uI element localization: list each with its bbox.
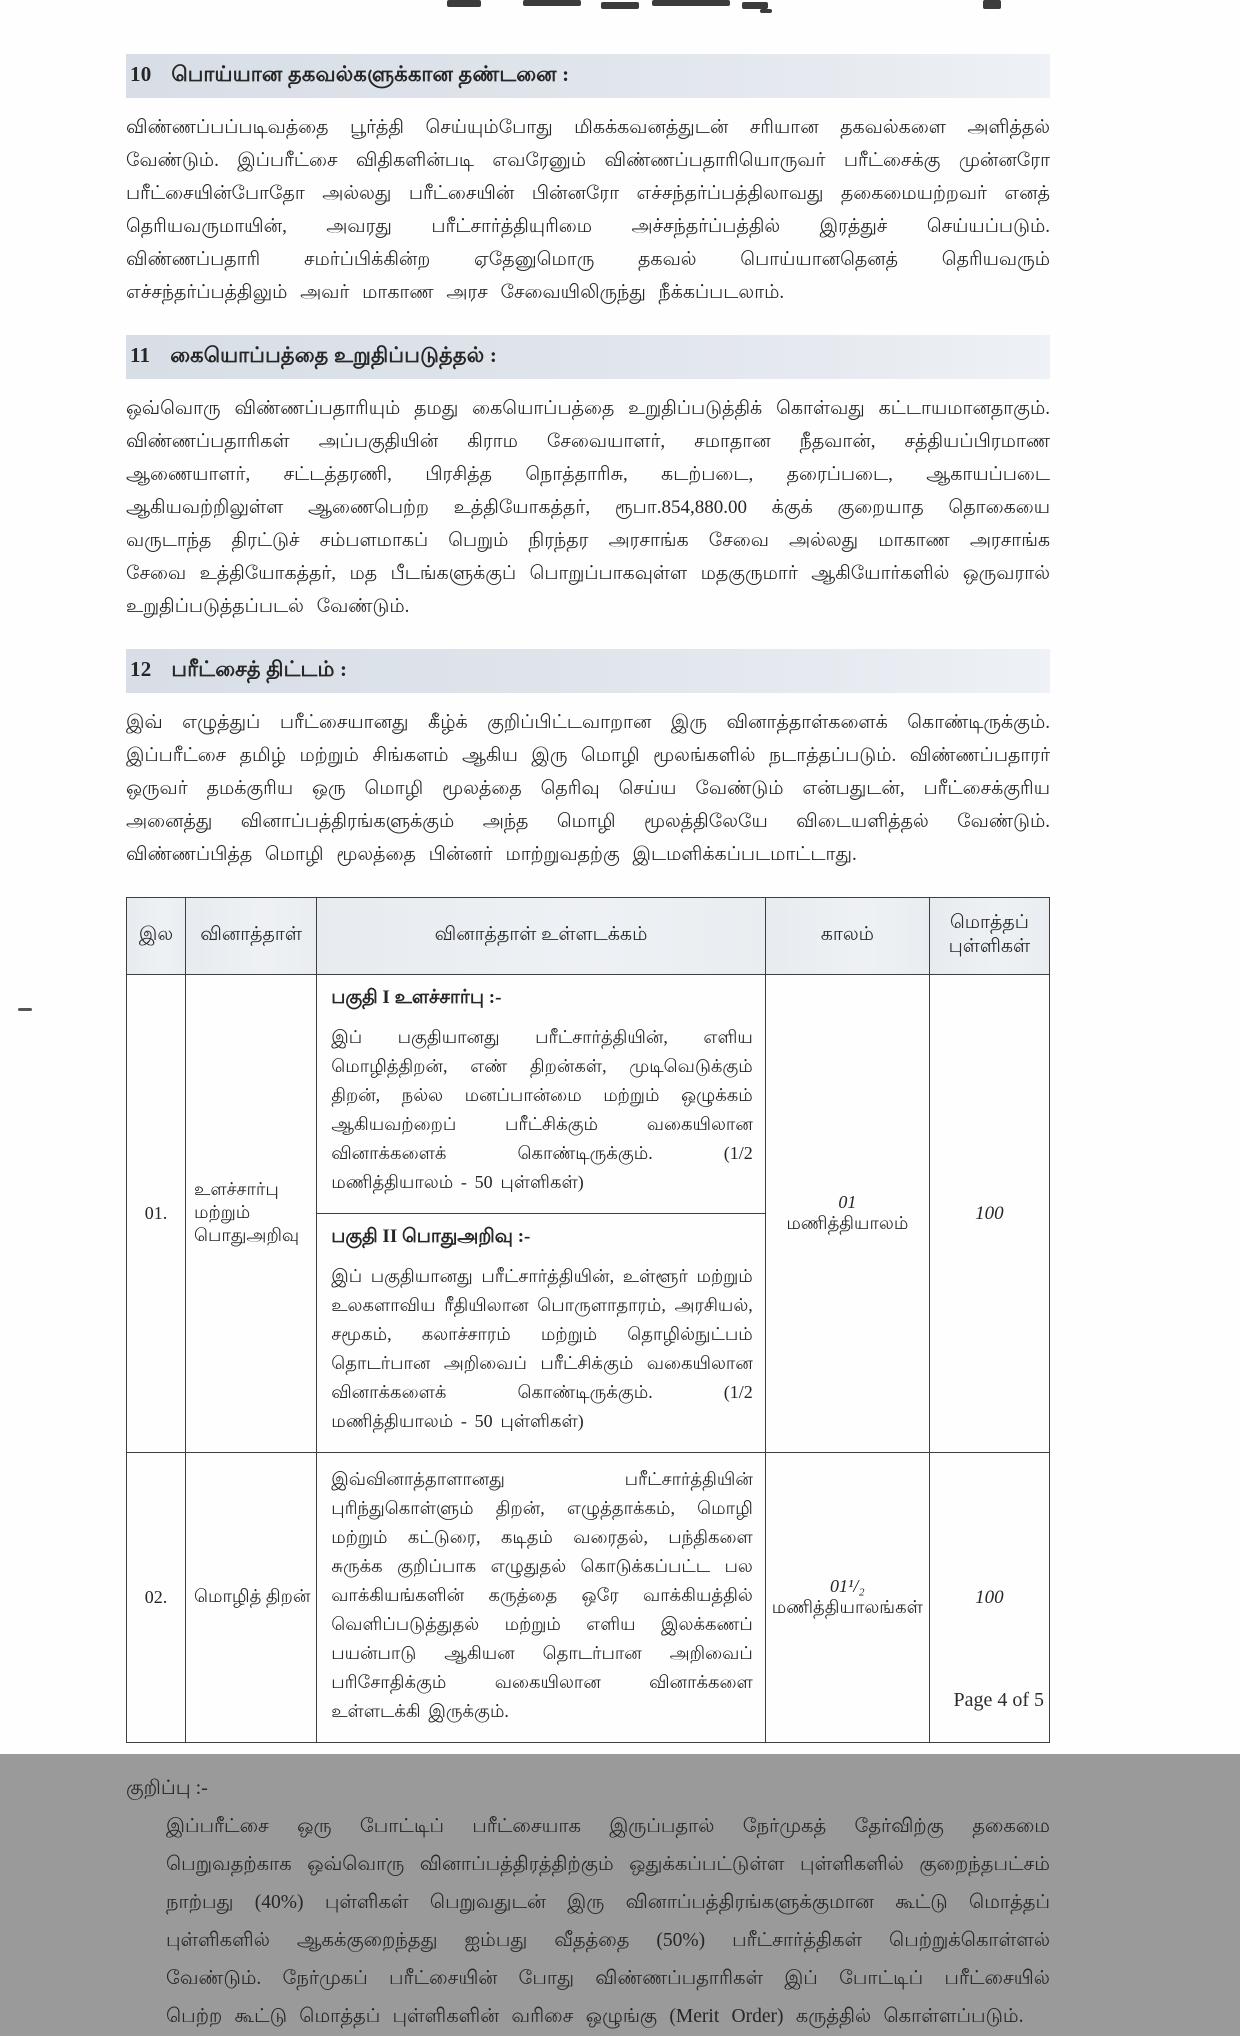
section-12-number: 12 [130, 657, 152, 681]
section-12 [126, 649, 1050, 871]
row2-marks: 100 [929, 1453, 1049, 1743]
row2-duration [765, 1453, 929, 1743]
row1-marks: 100 [929, 975, 1049, 1453]
row2-content-cell [317, 1453, 766, 1743]
row1-paper-line: மற்றும் [194, 1202, 251, 1222]
section-12-body: இவ் எழுத்துப் பரீட்சையானது கீழ்க் குறிப்பிட்டவாறான இரு வினாத்தாள்களைக் கொண்டிருக்கும். இப்பரீட்சை தமிழ் மற்றும் சிங்களம் ஆகிய இரு மொழி மூலங்களில் நடாத்தப்படும். விண்ணப்பதாரர் ஒருவர் தமக்குரிய ஒரு மொழி மூலத்தை தெரிவு செய்ய வேண்டும் என்பதுடன், பரீட்சைக்குரிய அனைத்து வினாப்பத்திரங்களுக்கும் அந்த மொழி மூலத்திலேயே விடையளித்தல் வேண்டும். விண்ணப்பித்த மொழி மூலத்தை பின்னர் மாற்றுவதற்கு இடமளிக்கப்படமாட்டாது. [126, 712, 1050, 865]
table-row-02 [127, 1453, 1050, 1743]
row1-duration-unit: மணித்தியாலம் [786, 1212, 909, 1233]
part2-title: பகுதி II பொதுஅறிவு :- [331, 1226, 531, 1247]
table-header-row [127, 898, 1050, 975]
table-row-01 [127, 975, 1050, 1214]
scan-artifact [523, 0, 581, 6]
row2-duration-value: 01¹/₂ [829, 1575, 865, 1596]
scan-artifact [601, 2, 639, 9]
column-header-number: இல [127, 898, 186, 975]
note-section [126, 1777, 1050, 2036]
row1-part2-cell [317, 1214, 766, 1453]
scan-artifact [742, 2, 768, 9]
row2-paper-name: மொழித் திறன் [186, 1453, 317, 1743]
exam-scheme-table [126, 897, 1050, 1743]
column-header-paper: வினாத்தாள் [186, 898, 317, 975]
section-11-body: ஒவ்வொரு விண்ணப்பதாரியும் தமது கையொப்பத்தை உறுதிப்படுத்திக் கொள்வது கட்டாயமானதாகும். விண்ணப்பதாரிகள் அப்பகுதியின் கிராம சேவையாளர், சமாதான நீதவான், சத்தியப்பிரமாண ஆணையாளர், சட்டத்தரணி, பிரசித்த நொத்தாரிசு, கடற்படை, தரைப்படை, ஆகாயப்படை ஆகியவற்றிலுள்ள ஆணைபெற்ற உத்தியோகத்தர், ரூபா.854,880.00 க்குக் குறையாத தொகையை வருடாந்த திரட்டுச் சம்பளமாகப் பெறும் நிரந்தர அரசாங்க சேவை அல்லது மாகாண அரசாங்க சேவை உத்தியோகத்தர், மத பீடங்களுக்குப் பொறுப்பாகவுள்ள மதகுருமார் ஆகியோர்களில் ஒருவரால் உறுதிப்படுத்தப்படல் வேண்டும். [126, 398, 1050, 617]
row1-paper-name [186, 975, 317, 1453]
section-12-heading [126, 649, 1050, 693]
row1-duration-value: 01 [838, 1191, 857, 1212]
row1-duration [765, 975, 929, 1453]
section-12-title: பரீட்சைத் திட்டம் : [171, 657, 348, 681]
page-number: Page 4 of 5 [953, 1689, 1044, 1711]
row2-duration-unit: மணித்தியாலங்கள் [771, 1596, 923, 1617]
part1-title: பகுதி I உளச்சார்பு :- [331, 987, 502, 1008]
section-11-title: கையொப்பத்தை உறுதிப்படுத்தல் : [170, 343, 498, 367]
note-label: குறிப்பு :- [126, 1777, 208, 1799]
column-header-total-marks: மொத்தப் புள்ளிகள் [929, 898, 1049, 975]
row1-paper-line: உளச்சார்பு [194, 1179, 279, 1199]
scan-artifact [652, 0, 730, 6]
row1-part1-cell [317, 975, 766, 1214]
column-header-content: வினாத்தாள் உள்ளடக்கம் [317, 898, 766, 975]
section-11 [126, 335, 1050, 623]
scan-artifact [447, 0, 481, 7]
section-10 [126, 54, 1050, 309]
part2-body: இப் பகுதியானது பரீட்சார்த்தியின், உள்ளூர் மற்றும் உலகளாவிய ரீதியிலான பொருளாதாரம், அரசியல், சமூகம், கலாச்சாரம் மற்றும் தொழில்நுட்பம் தொடர்பான அறிவைப் பரீட்சிக்கும் வகையிலான வினாக்களைக் கொண்டிருக்கும். (1/2 மணித்தியாலம் - 50 புள்ளிகள்) [331, 1266, 753, 1431]
scan-artifact [18, 1008, 32, 1011]
scan-artifact [983, 0, 1001, 9]
scan-artifact [760, 9, 772, 13]
section-11-number: 11 [130, 343, 151, 367]
section-10-number: 10 [130, 62, 152, 86]
note-body: இப்பரீட்சை ஒரு போட்டிப் பரீட்சையாக இருப்பதால் நேர்முகத் தேர்விற்கு தகைமை பெறுவதற்காக ஒவ்வொரு வினாப்பத்திரத்திற்கும் ஒதுக்கப்பட்டுள்ள புள்ளிகளில் குறைந்தபட்சம் நாற்பது (40%) புள்ளிகள் பெறுவதுடன் இரு வினாப்பத்திரங்களுக்குமான கூட்டு மொத்தப் புள்ளிகளில் ஆகக்குறைந்தது ஐம்பது வீதத்தை (50%) பரீட்சார்த்திகள் பெற்றுக்கொள்ளல் வேண்டும். நேர்முகப் பரீட்சையின் போது விண்ணப்பதாரிகள் இப் போட்டிப் பரீட்சையில் பெற்ற கூட்டு மொத்தப் புள்ளிகளின் வரிசை ஒழுங்கு (Merit Order) கருத்தில் கொள்ளப்படும். [166, 1816, 1050, 2027]
column-header-duration: காலம் [765, 898, 929, 975]
section-10-heading [126, 54, 1050, 98]
section-11-heading [126, 335, 1050, 379]
row2-number: 02. [127, 1453, 186, 1743]
section-10-body: விண்ணப்பப்படிவத்தை பூர்த்தி செய்யும்போது மிகக்கவனத்துடன் சரியான தகவல்களை அளித்தல் வேண்டும். இப்பரீட்சை விதிகளின்படி எவரேனும் விண்ணப்பதாரியொருவர் பரீட்சைக்கு முன்னரோ பரீட்சையின்போதோ அல்லது பரீட்சையின் பின்னரோ எச்சந்தர்ப்பத்திலாவது தகைமையற்றவர் எனத் தெரியவருமாயின், அவரது பரீட்சார்த்தியுரிமை அச்சந்தர்ப்பத்தில் இரத்துச் செய்யப்படும். விண்ணப்பதாரி சமர்ப்பிக்கின்ற ஏதேனுமொரு தகவல் பொய்யானதெனத் தெரியவரும் எச்சந்தர்ப்பத்திலும் அவர் மாகாண அரச சேவையிலிருந்து நீக்கப்படலாம். [126, 117, 1050, 303]
section-10-title: பொய்யான தகவல்களுக்கான தண்டனை : [171, 62, 570, 86]
row1-paper-line: பொதுஅறிவு [194, 1225, 300, 1245]
row1-number: 01. [127, 975, 186, 1453]
part1-body: இப் பகுதியானது பரீட்சார்த்தியின், எளிய மொழித்திறன், எண் திறன்கள், முடிவெடுக்கும் திறன், நல்ல மனப்பான்மை மற்றும் ஒழுக்கம் ஆகியவற்றைப் பரீட்சிக்கும் வகையிலான வினாக்களைக் கொண்டிருக்கும். (1/2 மணித்தியாலம் - 50 புள்ளிகள்) [331, 1027, 753, 1192]
row2-body: இவ்வினாத்தாளானது பரீட்சார்த்தியின் புரிந்துகொள்ளும் திறன், எழுத்தாக்கம், மொழி மற்றும் கட்டுரை, கடிதம் வரைதல், பந்திகளை சுருக்க குறிப்பாக எழுதுதல் கொடுக்கப்பட்ட பல வாக்கியங்களின் கருத்தை ஒரே வாக்கியத்தில் வெளிப்படுத்துதல் மற்றும் எளிய இலக்கணப் பயன்பாடு ஆகியன தொடர்பான அறிவைப் பரிசோதிக்கும் வகையிலான வினாக்களை உள்ளடக்கி இருக்கும். [331, 1469, 753, 1721]
